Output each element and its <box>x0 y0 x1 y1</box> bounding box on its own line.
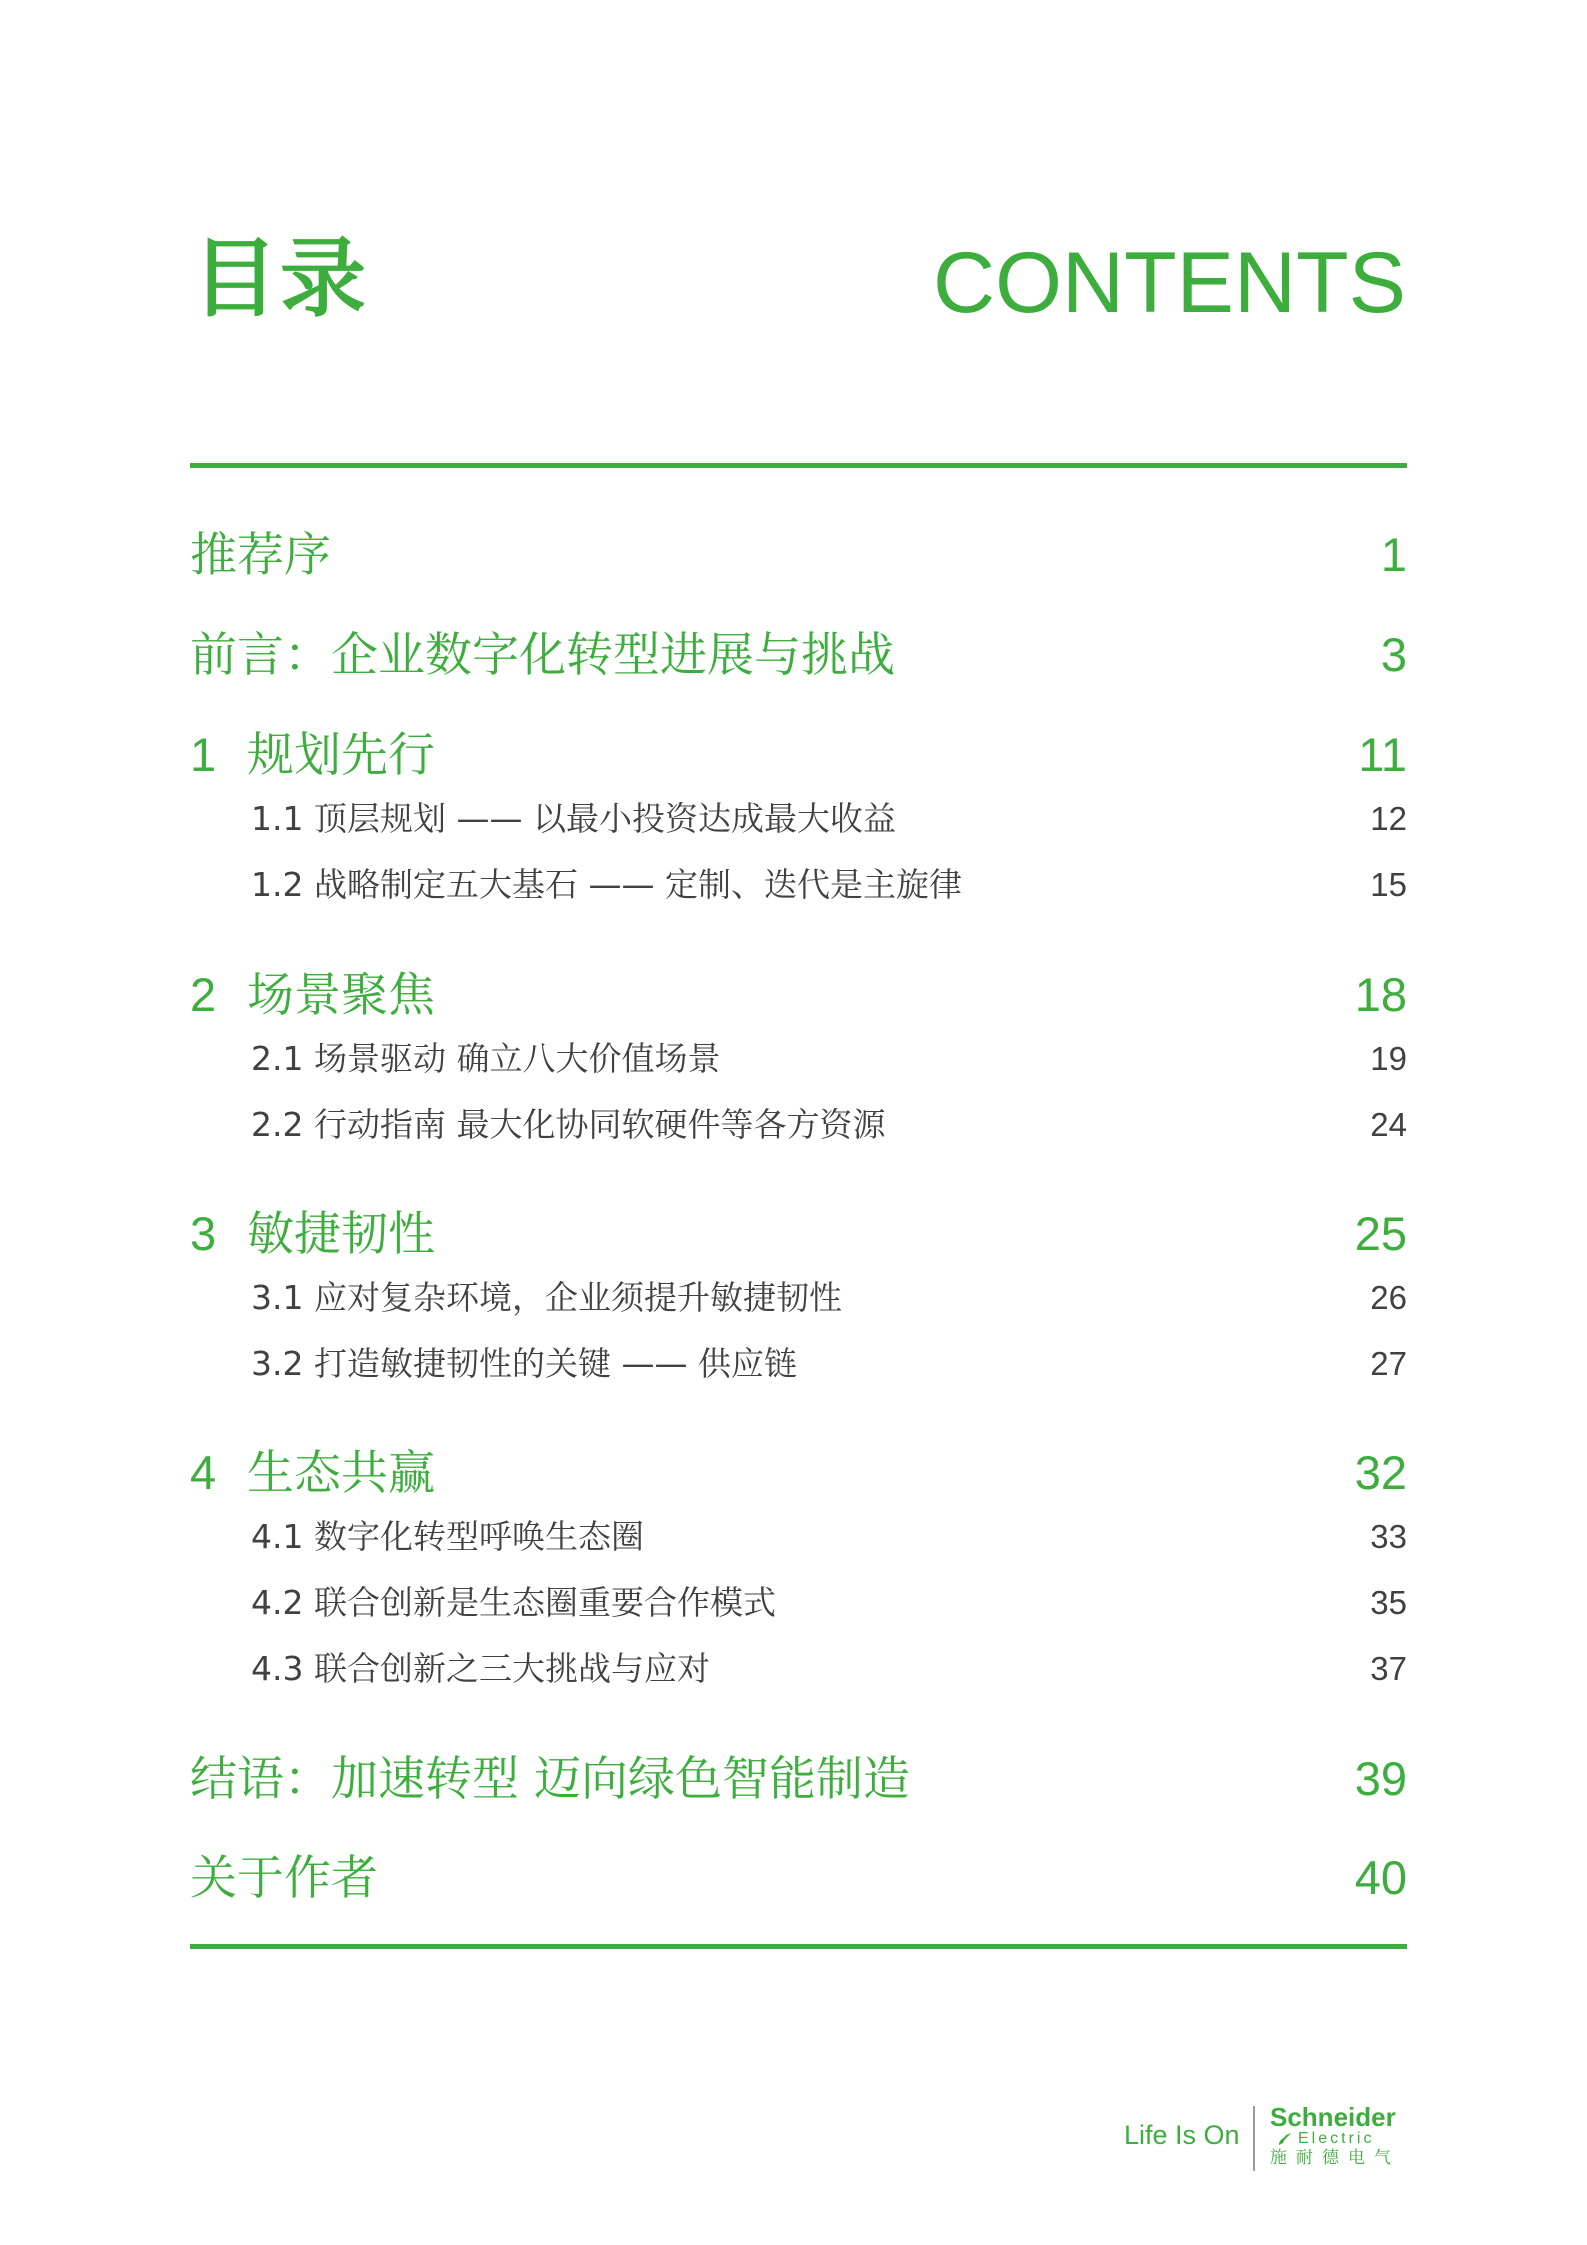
schneider-electric-logo <box>1270 2104 1410 2168</box>
toc-entry-page: 27 <box>1370 1345 1407 1382</box>
toc-entry-page: 11 <box>1358 728 1407 781</box>
toc-chapter-number: 4 <box>190 1446 217 1499</box>
brand-name: Schneider <box>1270 2102 1396 2132</box>
toc-entry-page: 33 <box>1370 1518 1407 1555</box>
page-title-cn: 目录 <box>192 229 368 329</box>
toc-entry-label: 规划先行 <box>247 728 435 783</box>
toc-entry-label: 4.2 联合创新是生态圈重要合作模式 <box>251 1583 776 1622</box>
toc-entry-section-4-1[interactable] <box>190 1511 1407 1558</box>
toc-entry-page: 37 <box>1370 1650 1407 1687</box>
toc-entry-label: 4.1 数字化转型呼唤生态圈 <box>251 1517 644 1556</box>
toc-entry-page: 24 <box>1370 1106 1407 1143</box>
toc-entry-label: 1.2 战略制定五大基石 —— 定制、迭代是主旋律 <box>251 865 962 904</box>
brand-sub <box>1270 2130 1410 2148</box>
toc-entry-label: 生态共赢 <box>247 1446 435 1501</box>
toc-entry-page: 32 <box>1354 1446 1407 1499</box>
toc-entry-label: 3.1 应对复杂环境，企业须提升敏捷韧性 <box>251 1278 842 1317</box>
toc-entry-chapter-3[interactable] <box>190 1197 1407 1264</box>
toc-entry-label: 2.2 行动指南 最大化协同软硬件等各方资源 <box>251 1105 886 1144</box>
toc-entry-page: 35 <box>1370 1584 1407 1621</box>
toc-entry-preface-recommend[interactable] <box>190 518 1407 585</box>
toc-entry-label: 推荐序 <box>190 528 331 583</box>
toc-entry-label: 场景聚焦 <box>247 968 435 1023</box>
toc-entry-label: 结语：加速转型 迈向绿色智能制造 <box>190 1752 910 1807</box>
toc-entry-page: 1 <box>1380 528 1407 581</box>
toc-entry-label: 4.3 联合创新之三大挑战与应对 <box>251 1649 710 1688</box>
toc-chapter-number: 3 <box>190 1207 217 1260</box>
toc-entry-section-1-1[interactable] <box>190 793 1407 840</box>
toc-entry-section-3-2[interactable] <box>190 1338 1407 1385</box>
toc-entry-page: 40 <box>1354 1851 1407 1904</box>
toc-entry-section-2-2[interactable] <box>190 1099 1407 1146</box>
toc-entry-page: 19 <box>1370 1040 1407 1077</box>
toc-entry-page: 3 <box>1380 628 1407 681</box>
toc-entry-chapter-2[interactable] <box>190 958 1407 1025</box>
page-title-en: CONTENTS <box>933 235 1406 331</box>
toc-chapter-number: 2 <box>190 968 217 1021</box>
toc-entry-label: 关于作者 <box>190 1851 378 1906</box>
toc-entry-section-1-2[interactable] <box>190 859 1407 906</box>
toc-entry-page: 12 <box>1370 800 1407 837</box>
toc-entry-label: 敏捷韧性 <box>247 1207 435 1262</box>
toc-entry-conclusion[interactable] <box>190 1742 1407 1809</box>
toc-entry-chapter-4[interactable] <box>190 1436 1407 1503</box>
toc-entry-page: 18 <box>1354 968 1407 1021</box>
toc-entry-section-4-2[interactable] <box>190 1577 1407 1624</box>
toc-entry-section-3-1[interactable] <box>190 1272 1407 1319</box>
toc-chapter-number: 1 <box>190 728 217 781</box>
bottom-divider <box>190 1944 1407 1949</box>
toc-entry-label: 3.2 打造敏捷韧性的关键 —— 供应链 <box>251 1344 797 1383</box>
top-divider <box>190 463 1407 468</box>
toc-entry-chapter-1[interactable] <box>190 718 1407 785</box>
brand-cn: 施耐德电气 <box>1270 2147 1400 2168</box>
toc-entry-page: 15 <box>1370 866 1407 903</box>
toc-entry-page: 26 <box>1370 1279 1407 1316</box>
brand-sub-text: Electric <box>1298 2130 1375 2147</box>
toc-entry-label: 2.1 场景驱动 确立八大价值场景 <box>251 1039 721 1078</box>
footer-divider <box>1253 2106 1255 2171</box>
toc-entry-about-authors[interactable] <box>190 1841 1407 1908</box>
toc-entry-label: 前言：企业数字化转型进展与挑战 <box>190 628 895 683</box>
toc-entry-page: 39 <box>1354 1752 1407 1805</box>
schneider-mark-icon <box>1276 2131 1294 2147</box>
toc-entry-label: 1.1 顶层规划 —— 以最小投资达成最大收益 <box>251 799 896 838</box>
life-is-on-tagline: Life Is On <box>1124 2120 1240 2150</box>
toc-entry-section-4-3[interactable] <box>190 1643 1407 1690</box>
toc-entry-foreword[interactable] <box>190 618 1407 685</box>
toc-entry-page: 25 <box>1354 1207 1407 1260</box>
toc-entry-section-2-1[interactable] <box>190 1033 1407 1080</box>
